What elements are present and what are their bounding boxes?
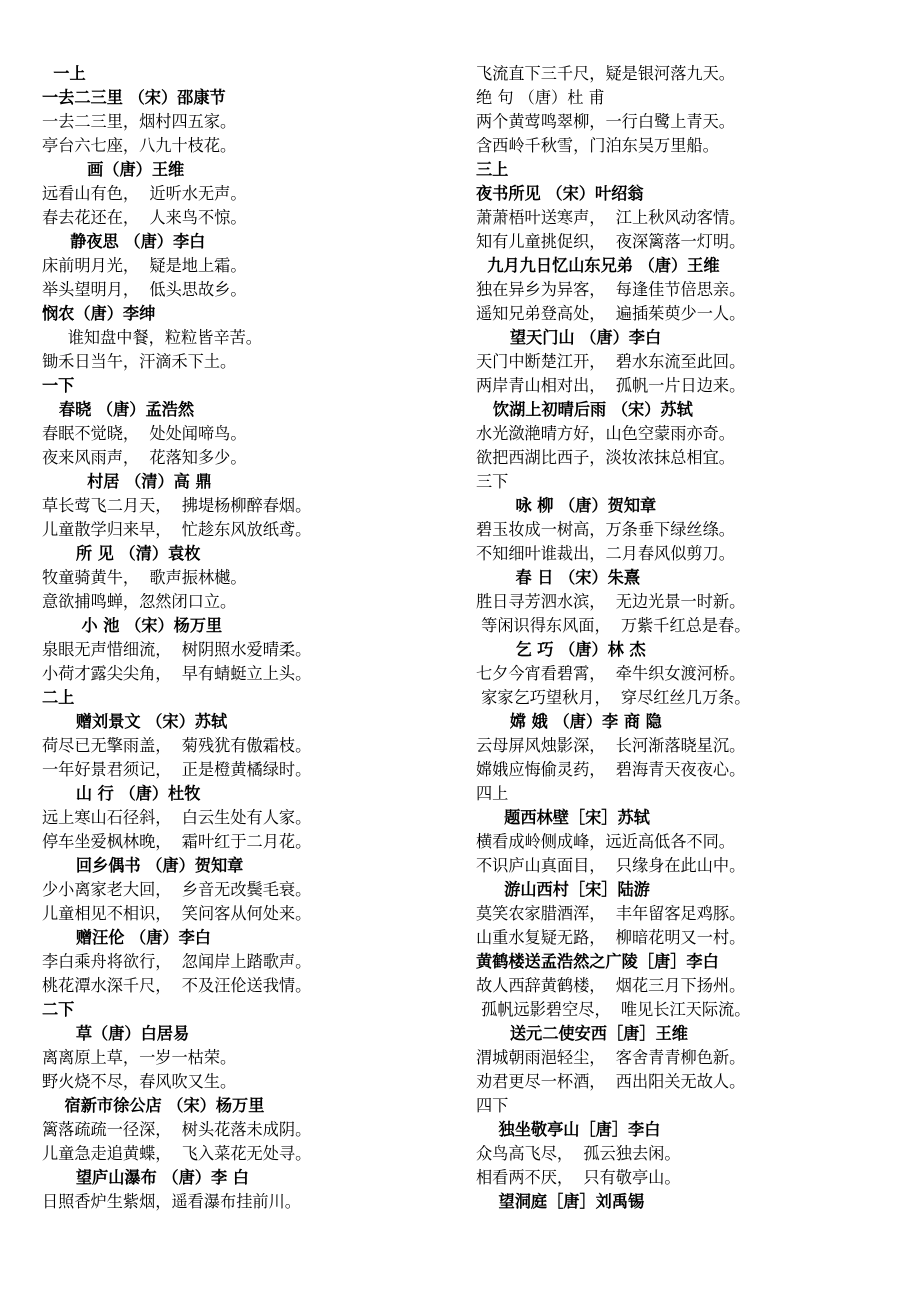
poem-heading: 三上 — [476, 160, 509, 179]
poem-line: 谁知盘中餐，粒粒皆辛苦。 — [42, 328, 262, 347]
poem-heading: 二下 — [42, 1000, 75, 1019]
poem-line: 远上寒山石径斜， 白云生处有人家。 — [42, 808, 312, 827]
poem-line: 胜日寻芳泗水滨， 无边光景一时新。 — [476, 592, 746, 611]
poem-line: 一去二三里，烟村四五家。 — [42, 112, 237, 131]
poem-line: 故人西辞黄鹤楼， 烟花三月下扬州。 — [476, 976, 746, 995]
poem-heading: 咏 柳 （唐）贺知章 — [476, 496, 657, 515]
poem-line: 一年好景君须记， 正是橙黄橘绿时。 — [42, 760, 312, 779]
poem-line: 渭城朝雨浥轻尘， 客舍青青柳色新。 — [476, 1048, 746, 1067]
poem-line: 知有儿童挑促织， 夜深篱落一灯明。 — [476, 232, 746, 251]
poem-line: 草长莺飞二月天， 拂堤杨柳醉春烟。 — [42, 496, 312, 515]
poem-heading: 黄鹤楼送孟浩然之广陵［唐］李白 — [476, 952, 719, 971]
poem-heading: 望庐山瀑布 （唐）李 白 — [42, 1168, 249, 1187]
poem-line: 七夕今宵看碧霄， 牵牛织女渡河桥。 — [476, 664, 746, 683]
poem-line: 欲把西湖比西子，淡妆浓抹总相宜。 — [476, 448, 735, 467]
poem-line: 少小离家老大回， 乡音无改鬓毛衰。 — [42, 880, 312, 899]
poem-heading: 回乡偶书 （唐）贺知章 — [42, 856, 244, 875]
poem-line: 水光潋滟晴方好，山色空蒙雨亦奇。 — [476, 424, 735, 443]
poem-line: 莫笑农家腊酒浑， 丰年留客足鸡豚。 — [476, 904, 746, 923]
poem-line: 锄禾日当午，汗滴禾下土。 — [42, 352, 237, 371]
poem-line: 野火烧不尽，春风吹又生。 — [42, 1072, 237, 1091]
poem-heading: 赠刘景文 （宋）苏轼 — [42, 712, 228, 731]
poem-line: 儿童散学归来早， 忙趁东风放纸鸢。 — [42, 520, 312, 539]
poem-line: 云母屏风烛影深， 长河渐落晓星沉。 — [476, 736, 746, 755]
poem-line: 含西岭千秋雪，门泊东吴万里船。 — [476, 136, 719, 155]
poem-line: 萧萧梧叶送寒声， 江上秋风动客情。 — [476, 208, 746, 227]
poem-line: 不识庐山真面目， 只缘身在此山中。 — [476, 856, 746, 875]
poem-heading: 村居 （清）高 鼎 — [42, 472, 212, 491]
poem-heading: 送元二使安西［唐］王维 — [476, 1024, 688, 1043]
poem-heading: 九月九日忆山东兄弟 （唐）王维 — [476, 256, 720, 275]
poem-heading: 静夜思 （唐）李白 — [42, 232, 206, 251]
poem-line: 独在异乡为异客， 每逢佳节倍思亲。 — [476, 280, 746, 299]
right-column — [476, 62, 896, 1214]
poem-line: 桃花潭水深千尺， 不及汪伦送我情。 — [42, 976, 312, 995]
poem-line: 众鸟高飞尽， 孤云独去闲。 — [476, 1144, 681, 1163]
left-column — [42, 62, 442, 1214]
poem-line: 儿童急走追黄蝶， 飞入菜花无处寻。 — [42, 1144, 312, 1163]
poem-line: 嫦娥应悔偷灵药， 碧海青天夜夜心。 — [476, 760, 746, 779]
poem-line: 儿童相见不相识， 笑问客从何处来。 — [42, 904, 312, 923]
poem-heading: 画（唐）王维 — [42, 160, 185, 179]
poem-heading: 所 见 （清）袁枚 — [42, 544, 201, 563]
poem-line: 日照香炉生紫烟，遥看瀑布挂前川。 — [42, 1192, 301, 1211]
poem-line: 劝君更尽一杯酒， 西出阳关无故人。 — [476, 1072, 746, 1091]
poem-heading: 游山西村［宋］陆游 — [476, 880, 650, 899]
poem-line: 三下 — [476, 472, 509, 491]
poem-line: 春去花还在， 人来鸟不惊。 — [42, 208, 247, 227]
poem-heading: 题西林壁［宋］苏轼 — [476, 808, 650, 827]
poem-heading: 二上 — [42, 688, 75, 707]
poem-line: 篱落疏疏一径深， 树头花落未成阴。 — [42, 1120, 312, 1139]
poem-line: 四下 — [476, 1096, 509, 1115]
poem-heading: 赠汪伦 （唐）李白 — [42, 928, 211, 947]
poem-line: 孤帆远影碧空尽， 唯见长江天际流。 — [476, 1000, 751, 1019]
poem-line: 亭台六七座，八九十枝花。 — [42, 136, 237, 155]
poem-line: 泉眼无声惜细流， 树阴照水爱晴柔。 — [42, 640, 312, 659]
poem-line: 春眠不觉晓， 处处闻啼鸟。 — [42, 424, 247, 443]
poem-heading: 嫦 娥 （唐）李 商 隐 — [476, 712, 662, 731]
poem-line: 离离原上草，一岁一枯荣。 — [42, 1048, 237, 1067]
poem-heading: 春晓 （唐）孟浩然 — [42, 400, 195, 419]
poem-line: 飞流直下三千尺，疑是银河落九天。 — [476, 64, 735, 83]
poem-line: 意欲捕鸣蝉，忽然闭口立。 — [42, 592, 237, 611]
poem-heading: 望洞庭［唐］刘禹锡 — [476, 1192, 645, 1211]
poem-line: 山重水复疑无路， 柳暗花明又一村。 — [476, 928, 746, 947]
poem-heading: 饮湖上初晴后雨 （宋）苏轼 — [476, 400, 693, 419]
poem-line: 家家乞巧望秋月， 穿尽红丝几万条。 — [476, 688, 751, 707]
poem-heading: 一上 — [42, 64, 86, 83]
poem-line: 等闲识得东风面， 万紫千红总是春。 — [476, 616, 751, 635]
poem-heading: 春 日 （宋）朱熹 — [476, 568, 641, 587]
poem-line: 横看成岭侧成峰，远近高低各不同。 — [476, 832, 735, 851]
poem-heading: 乞 巧 （唐）林 杰 — [476, 640, 646, 659]
poem-heading: 悯农（唐）李绅 — [42, 304, 156, 323]
poem-heading: 一去二三里 （宋）邵康节 — [42, 88, 226, 107]
poem-line: 荷尽已无擎雨盖， 菊残犹有傲霜枝。 — [42, 736, 312, 755]
poem-line: 远看山有色， 近听水无声。 — [42, 184, 247, 203]
poem-heading: 宿新市徐公店 （宋）杨万里 — [42, 1096, 265, 1115]
poem-line: 碧玉妆成一树高，万条垂下绿丝绦。 — [476, 520, 735, 539]
poem-heading: 小 池 （宋）杨万里 — [42, 616, 223, 635]
poem-line: 李白乘舟将欲行， 忽闻岸上踏歌声。 — [42, 952, 312, 971]
poem-line: 停车坐爱枫林晚， 霜叶红于二月花。 — [42, 832, 312, 851]
poem-line: 遥知兄弟登高处， 遍插茱萸少一人。 — [476, 304, 746, 323]
poem-line: 四上 — [476, 784, 509, 803]
poem-line: 小荷才露尖尖角， 早有蜻蜓立上头。 — [42, 664, 312, 683]
poem-heading: 草（唐）白居易 — [42, 1024, 190, 1043]
poem-heading: 望天门山 （唐）李白 — [476, 328, 662, 347]
poem-line: 夜来风雨声， 花落知多少。 — [42, 448, 247, 467]
poem-line: 天门中断楚江开， 碧水东流至此回。 — [476, 352, 746, 371]
poem-line: 牧童骑黄牛， 歌声振林樾。 — [42, 568, 247, 587]
poem-heading: 一下 — [42, 376, 75, 395]
poem-line: 举头望明月， 低头思故乡。 — [42, 280, 247, 299]
poem-line: 相看两不厌， 只有敬亭山。 — [476, 1168, 681, 1187]
poem-line: 两岸青山相对出， 孤帆一片日边来。 — [476, 376, 746, 395]
poem-line: 两个黄莺鸣翠柳，一行白鹭上青天。 — [476, 112, 735, 131]
poem-heading: 独坐敬亭山［唐］李白 — [476, 1120, 661, 1139]
poem-line: 绝 句 （唐）杜 甫 — [476, 88, 605, 107]
poem-heading: 山 行 （唐）杜牧 — [42, 784, 201, 803]
poem-heading: 夜书所见 （宋）叶绍翁 — [476, 184, 644, 203]
poem-line: 不知细叶谁裁出，二月春风似剪刀。 — [476, 544, 735, 563]
poem-line: 床前明月光， 疑是地上霜。 — [42, 256, 247, 275]
